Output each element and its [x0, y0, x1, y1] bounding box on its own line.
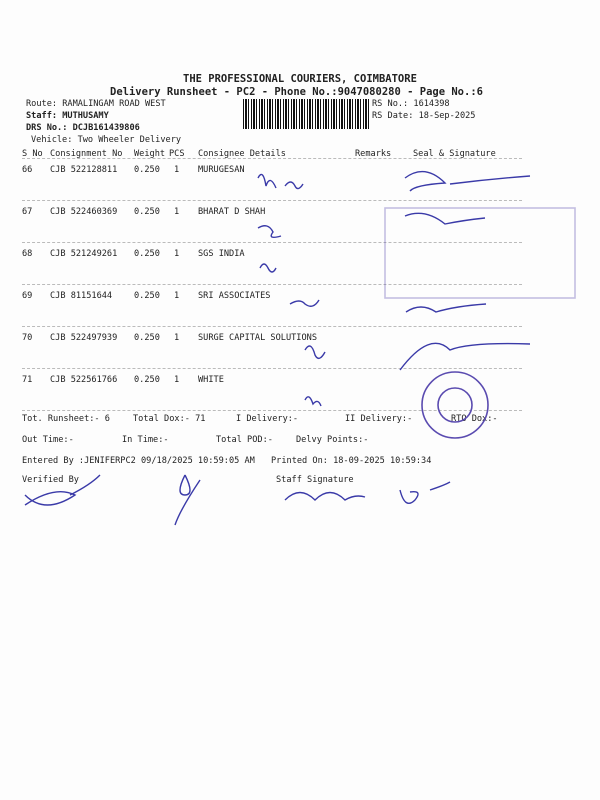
i-delivery: I Delivery:- [236, 414, 299, 424]
cell-pcs: 1 [174, 207, 180, 217]
cell-sno: 68 [22, 249, 33, 259]
cell-wt: 0.250 [134, 249, 160, 259]
cell-wt: 0.250 [134, 207, 160, 217]
total-dox: Total Dox:- 71 [133, 414, 206, 424]
company-name: THE PROFESSIONAL COURIERS, COIMBATORE [183, 73, 417, 85]
printed-on: Printed On: 18-09-2025 10:59:34 [271, 456, 432, 466]
cell-wt: 0.250 [134, 291, 160, 301]
vehicle: Vehicle: Two Wheeler Delivery [31, 135, 182, 145]
staff-signature-label: Staff Signature [276, 475, 354, 485]
cell-name: SRI ASSOCIATES [198, 291, 271, 301]
cell-name: SGS INDIA [198, 249, 245, 259]
cell-pcs: 1 [174, 291, 180, 301]
cell-cn: CJB 522497939 [50, 333, 118, 343]
rto-dox: RTO Dox:- [451, 414, 498, 424]
white-co-seal [422, 372, 488, 438]
col-consignee: Consignee Details [198, 149, 286, 159]
cell-pcs: 1 [174, 333, 180, 343]
verified-by: Verified By [22, 475, 79, 485]
cell-sno: 69 [22, 291, 33, 301]
col-remarks: Remarks [355, 149, 392, 159]
col-seal-signature: Seal & Signature [413, 149, 496, 159]
delvy-points: Delvy Points:- [296, 435, 369, 445]
cell-pcs: 1 [174, 165, 180, 175]
rs-date: RS Date: 18-Sep-2025 [372, 111, 476, 121]
cell-wt: 0.250 [134, 165, 160, 175]
out-time: Out Time:- [22, 435, 74, 445]
col-weight: Weight [134, 149, 166, 159]
tot-runsheet: Tot. Runsheet:- 6 [22, 414, 110, 424]
cell-sno: 71 [22, 375, 33, 385]
col-sno: S No [22, 149, 43, 159]
cell-wt: 0.250 [134, 375, 160, 385]
col-consignment: Consignment No [50, 149, 123, 159]
cell-sno: 70 [22, 333, 33, 343]
staff: Staff: MUTHUSAMY [26, 111, 109, 121]
runsheet-title: Delivery Runsheet - PC2 - Phone No.:9047080280 - Page No.:6 [110, 86, 483, 98]
rs-number: RS No.: 1614398 [372, 99, 450, 109]
white-co-seal-inner [438, 388, 472, 422]
cell-name: SURGE CAPITAL SOLUTIONS [198, 333, 317, 343]
route: Route: RAMALINGAM ROAD WEST [26, 99, 166, 109]
total-pod: Total POD:- [216, 435, 273, 445]
cell-sno: 66 [22, 165, 33, 175]
cell-wt: 0.250 [134, 333, 160, 343]
cell-sno: 67 [22, 207, 33, 217]
cell-cn: CJB 522460369 [50, 207, 118, 217]
cell-pcs: 1 [174, 375, 180, 385]
col-pcs: PCS [169, 149, 185, 159]
cell-pcs: 1 [174, 249, 180, 259]
sgs-stamp [385, 208, 575, 298]
in-time: In Time:- [122, 435, 169, 445]
cell-name: MURUGESAN [198, 165, 245, 175]
cell-cn: CJB 522561766 [50, 375, 118, 385]
drs-number: DRS No.: DCJB161439806 [26, 123, 140, 133]
cell-name: WHITE [198, 375, 224, 385]
entered-by: Entered By :JENIFERPC2 09/18/2025 10:59:05 AM [22, 456, 255, 466]
cell-cn: CJB 81151644 [50, 291, 113, 301]
cell-cn: CJB 521249261 [50, 249, 118, 259]
ii-delivery: II Delivery:- [345, 414, 413, 424]
cell-name: BHARAT D SHAH [198, 207, 266, 217]
cell-cn: CJB 522128811 [50, 165, 118, 175]
